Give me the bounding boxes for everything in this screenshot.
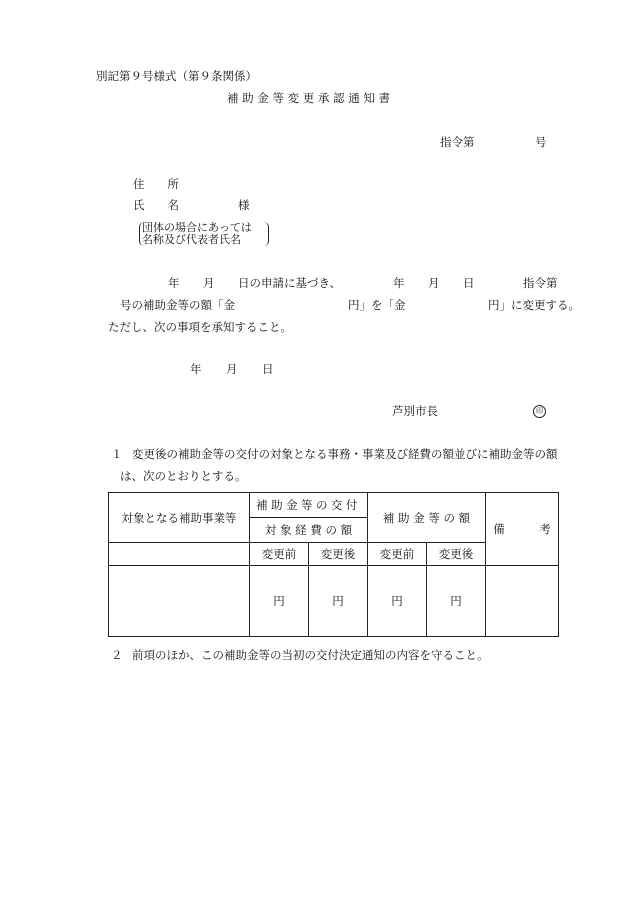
header-expense-line2: 対 象 経 費 の 額 <box>250 518 368 543</box>
subsidy-after-header: 変更後 <box>427 543 486 566</box>
body-application: 日の申請に基づき、 <box>238 276 342 290</box>
date-year: 年 <box>190 362 202 376</box>
subsidy-after-cell: 円 <box>427 566 486 637</box>
expense-after-header: 変更後 <box>309 543 368 566</box>
expense-before-cell: 円 <box>250 566 309 637</box>
body-year-1: 年 <box>168 276 180 290</box>
header-project-spacer <box>109 543 250 566</box>
item2-number: ２ <box>111 648 123 662</box>
body-amount-suffix: 円」に変更する。 <box>488 298 580 312</box>
mayor-title: 芦別市長 <box>392 404 438 418</box>
organization-note-line2: 名称及び代表者氏名 <box>142 233 241 246</box>
form-reference: 別記第９号様式（第９条関係） <box>96 69 257 83</box>
item1-line2: は、次のとおりとする。 <box>120 469 247 483</box>
doc-number-prefix: 指令第 <box>440 135 475 149</box>
remarks-cell <box>486 566 559 637</box>
expense-before-header: 変更前 <box>250 543 309 566</box>
body-order-no: 指令第 <box>523 276 558 290</box>
expense-after-cell: 円 <box>309 566 368 637</box>
subsidy-before-cell: 円 <box>368 566 427 637</box>
honorific: 様 <box>238 198 250 212</box>
address-label: 住 所 <box>133 177 179 191</box>
item2-text: 前項のほか、この補助金等の当初の交付決定通知の内容を守ること。 <box>132 648 489 662</box>
body-month-1: 月 <box>203 276 215 290</box>
organization-note-line1: 団体の場合にあっては <box>142 221 252 234</box>
body-amount-middle: 円」を「金 <box>348 298 406 312</box>
date-month: 月 <box>226 362 238 376</box>
header-expense-line1: 補助金等の交付 <box>250 493 368 518</box>
doc-number-suffix: 号 <box>535 135 547 149</box>
project-cell <box>109 566 250 637</box>
item1-number: １ <box>111 447 123 461</box>
item1-line1: 変更後の補助金等の交付の対象となる事務・事業及び経費の額並びに補助金等の額 <box>132 447 558 461</box>
header-project: 対象となる補助事業等 <box>109 493 250 543</box>
header-remarks: 備 考 <box>486 493 559 566</box>
name-label: 氏 名 <box>133 198 179 212</box>
body-day-2: 日 <box>463 276 475 290</box>
body-month-2: 月 <box>428 276 440 290</box>
subsidy-table <box>108 492 559 637</box>
seal-icon: 印 <box>533 405 546 418</box>
body-condition: ただし、次の事項を承知すること。 <box>108 320 292 334</box>
date-day: 日 <box>262 362 274 376</box>
page-title: 補 助 金 等 変 更 承 認 通 知 書 <box>227 91 391 105</box>
body-amount-prefix: 号の補助金等の額「金 <box>120 298 235 312</box>
header-subsidy: 補 助 金 等 の 額 <box>368 493 486 543</box>
body-year-2: 年 <box>393 276 405 290</box>
subsidy-before-header: 変更前 <box>368 543 427 566</box>
